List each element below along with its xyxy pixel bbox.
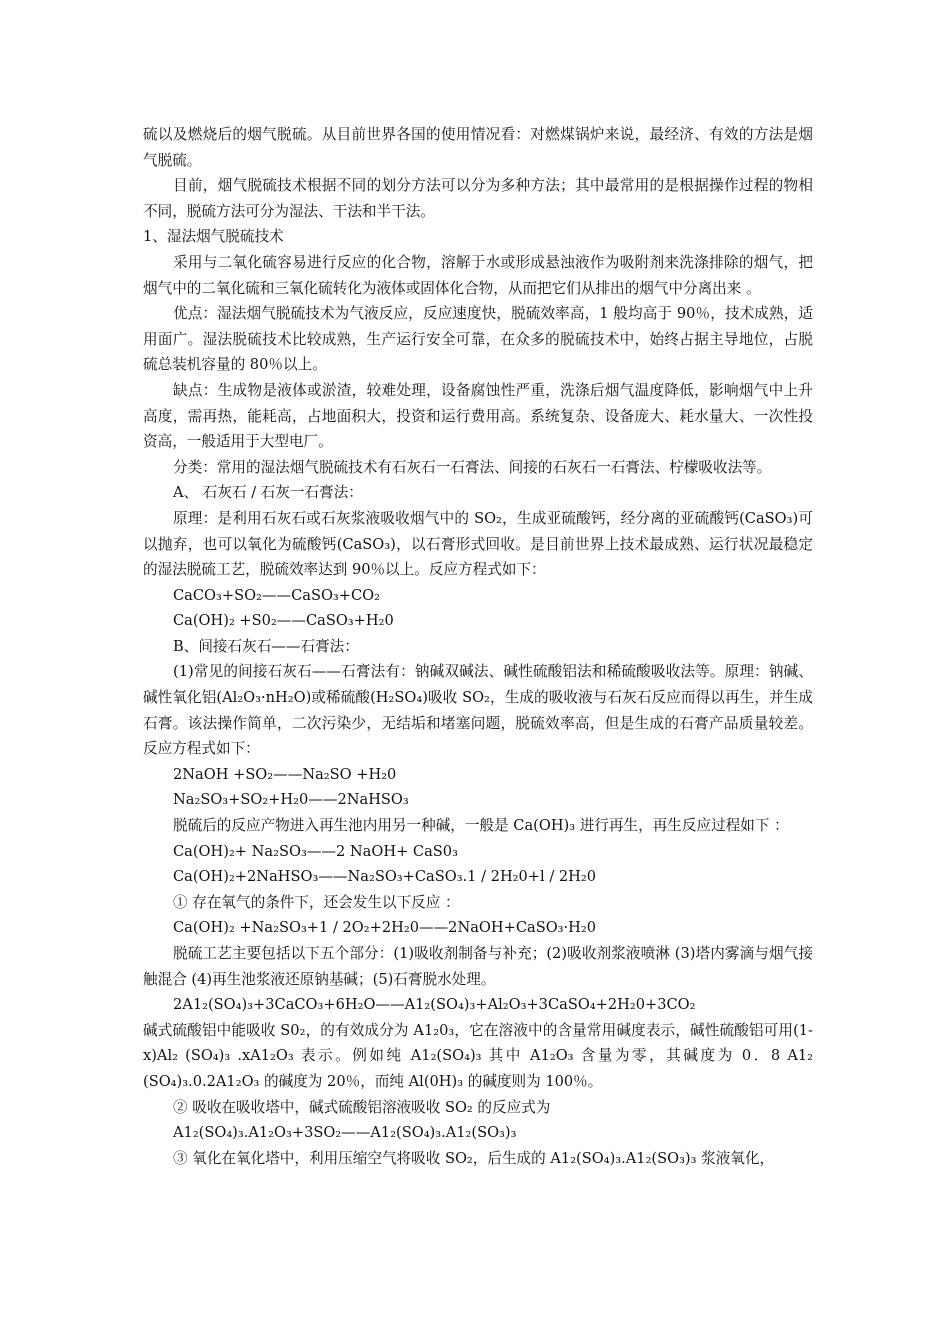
paragraph: 脱硫工艺主要包括以下五个部分：(1)吸收剂制备与补充；(2)吸收剂浆液喷淋 (3)塔内雾滴与烟气接触混合 (4)再生池浆液还原钠基碱；(5)石膏脱水处理。	[143, 945, 813, 988]
equation: Ca(OH)₂ +Na₂SO₃+1 / 2O₂+2H₂0——2NaOH+CaSO₃·H₂0	[173, 919, 597, 937]
equation: Ca(OH)₂+2NaHSO₃——Na₂SO₃+CaSO₃.1 / 2H₂0+l / 2H₂0	[173, 868, 597, 886]
paragraph: 目前，烟气脱硫技术根据不同的划分方法可以分为多种方法；其中最常用的是根据操作过程的物相不同，脱硫方法可分为湿法、干法和半干法。	[143, 177, 813, 220]
subsection-heading: A、 石灰石 / 石灰一石膏法：	[173, 484, 363, 502]
paragraph: ② 吸收在吸收塔中，碱式硫酸铝溶液吸收 SO₂ 的反应式为	[173, 1098, 551, 1116]
paragraph: (1)常见的间接石灰石——石膏法有：钠碱双碱法、碱性硫酸铝法和稀硫酸吸收法等。原理：钠碱、碱性氧化铝(Al₂O₃·nH₂O)或稀硫酸(H₂SO₄)吸收 SO₂，生成的吸收液与石灰石反应而得以再生，并生成石膏。该法操作简单，二次污染少，无结垢和堵塞问题，脱硫效率高，但是生成的石膏产品质量较差。反应方程式如下：	[143, 663, 813, 758]
paragraph: ③ 氧化在氧化塔中，利用压缩空气将吸收 SO₂，后生成的 A1₂(SO₄)₃.A1₂(SO₃)₃ 浆液氧化，	[173, 1149, 775, 1167]
equation: 2NaOH +SO₂——Na₂SO +H₂0	[173, 765, 397, 783]
paragraph: 碱式硫酸铝中能吸收 S0₂，的有效成分为 A1₂0₃，它在溶液中的含量常用碱度表示，碱性硫酸铝可用(1-x)Al₂ (SO₄)₃ .xA1₂O₃ 表示。例如纯 A1₂(SO₄)₃ 其中 A1₂O₃ 含量为零，其碱度为 0．8 A1₂ (SO₄)₃.0.2A1₂O₃ 的碱度为 20％，而纯 Al(0H)₃ 的碱度则为 100％。	[143, 1021, 813, 1090]
equation: CaCO₃+SO₂——CaSO₃+CO₂	[173, 586, 380, 604]
paragraph: 缺点：生成物是液体或淤渣，较难处理，设备腐蚀性严重，洗涤后烟气温度降低，影响烟气中上升高度，需再热，能耗高，占地面积大，投资和运行费用高。系统复杂、设备庞大、耗水量大、一次性投资高，一般适用于大型电厂。	[143, 381, 813, 451]
equation: Ca(OH)₂ +S0₂——CaSO₃+H₂0	[173, 612, 394, 630]
paragraph: ① 存在氧气的条件下，还会发生以下反应 ：	[173, 893, 460, 911]
paragraph: 采用与二氧化硫容易进行反应的化合物，溶解于水或形成悬浊液作为吸附剂来洗涤排除的烟气，把烟气中的二氧化硫和三氧化硫转化为液体或固体化合物，从而把它们从排出的烟气中分离出来 。	[143, 253, 813, 297]
paragraph: 硫以及燃烧后的烟气脱硫。从目前世界各国的使用情况看：对燃煤锅炉来说，最经济、有效的方法是烟气脱硫。	[143, 126, 813, 169]
subsection-heading: B、间接石灰石——石膏法：	[173, 637, 359, 655]
paragraph: 原理：是利用石灰石或石灰浆液吸收烟气中的 SO₂，生成亚硫酸钙，经分离的亚硫酸钙(CaSO₃)可以抛弃，也可以氧化为硫酸钙(CaSO₃)，以石膏形式回收。是目前世界上技术最成熟、运行状况最稳定的湿法脱硫工艺，脱硫效率达到 90％以上。反应方程式如下：	[143, 509, 813, 579]
equation: A1₂(SO₄)₃.A1₂O₃+3SO₂——A1₂(SO₄)₃.A1₂(SO₃)₃	[173, 1124, 517, 1142]
equation: Na₂SO₃+SO₂+H₂0——2NaHSO₃	[173, 791, 409, 809]
paragraph: 优点：湿法烟气脱硫技术为气液反应，反应速度快，脱硫效率高，1 般均高于 90％，技术成熟，适用面广。湿法脱硫技术比较成熟，生产运行安全可靠，在众多的脱硫技术中，始终占据主导地位，占脱硫总装机容量的 80％以上。	[143, 305, 813, 374]
document-body	[143, 122, 813, 1171]
paragraph: 分类：常用的湿法烟气脱硫技术有石灰石一石膏法、间接的石灰石一石膏法、柠檬吸收法等。	[173, 458, 772, 476]
equation: Ca(OH)₂+ Na₂SO₃——2 NaOH+ CaS0₃	[173, 842, 458, 860]
section-heading: 1、湿法烟气脱硫技术	[143, 228, 284, 246]
paragraph: 脱硫后的反应产物进入再生池内用另一种碱，一般是 Ca(OH)₃ 进行再生，再生反应过程如下 ：	[173, 817, 789, 835]
equation: 2A1₂(SO₄)₃+3CaCO₃+6H₂O——A1₂(SO₄)₃+Al₂O₃+3CaSO₄+2H₂0+3CO₂	[173, 996, 696, 1014]
